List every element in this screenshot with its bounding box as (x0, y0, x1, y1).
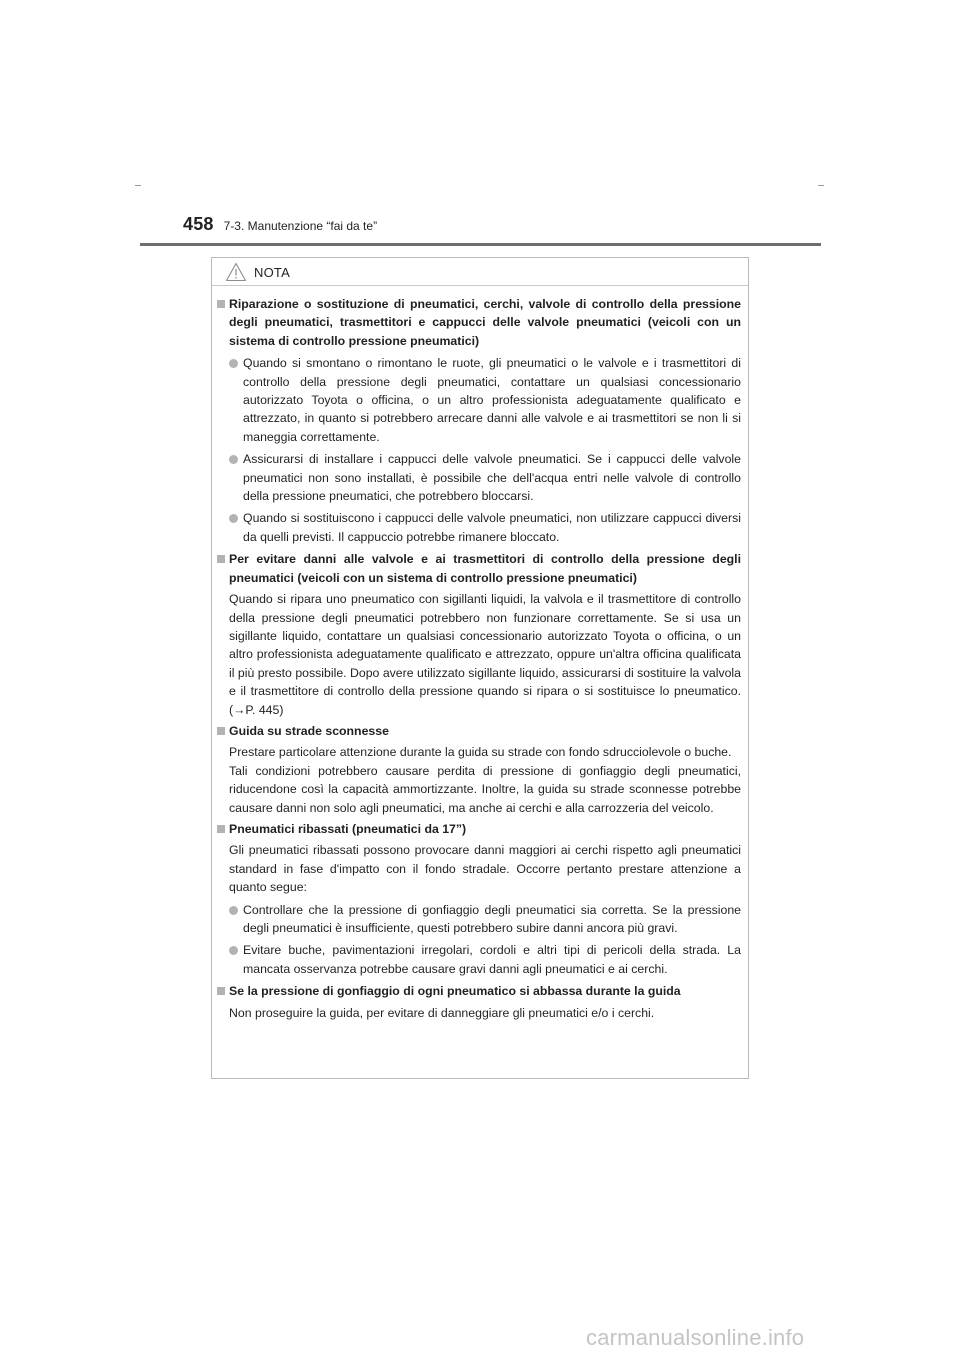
bullet-list (229, 901, 741, 979)
item-title: Per evitare danni alle valvole e ai trasmettitori di controllo della pressione degli pneumatici (veicoli con un sistema di controllo pressione pneumatici) (229, 552, 741, 585)
square-bullet-icon (217, 300, 225, 308)
watermark: carmanualsonline.info (586, 1325, 805, 1350)
notice-body (212, 295, 748, 1022)
notice-item (217, 982, 741, 1022)
item-paragraph: Gli pneumatici ribassati possono provocare danni maggiori ai cerchi rispetto agli pneumatici standard in fase d'impatto con il fondo stradale. Occorre pertanto prestare attenzione a quanto segue: (229, 843, 741, 895)
bullet-text: Quando si smontano o rimontano le ruote, gli pneumatici o le valvole e i trasmettitori di controllo della pressione degli pneumatici, contattare un qualsiasi concessionario autorizzato Toyota o officina, o un altro professionista adeguatamente qualificato e attrezzato, in quanto si potrebbero arrecare danni alle valvole e ai trasmettitori se non li si maneggia correttamente. (243, 356, 741, 444)
bullet-item (229, 509, 741, 546)
notice-box (211, 257, 749, 1079)
page-header (183, 214, 377, 244)
item-title: Riparazione o sostituzione di pneumatici, cerchi, valvole di controllo della pressione degli pneumatici, trasmettitori e cappucci delle valvole pneumatici (veicoli con un sistema di controllo pressione pneumatici) (229, 297, 741, 348)
item-paragraphs (229, 1004, 741, 1022)
round-bullet-icon (229, 946, 238, 955)
item-title: Se la pressione di gonfiaggio di ogni pneumatico si abbassa durante la guida (229, 984, 681, 999)
item-title: Guida su strade sconnesse (229, 723, 389, 738)
section-title: 7-3. Manutenzione “fai da te” (223, 219, 378, 233)
square-bullet-icon (217, 825, 225, 833)
item-paragraphs (229, 841, 741, 896)
crop-mark-right (818, 185, 824, 186)
header-rule (140, 243, 821, 246)
item-paragraphs (229, 590, 741, 719)
item-paragraph: Tali condizioni potrebbero causare perdita di pressione di gonfiaggio degli pneumatici, riducendone così la capacità ammortizzante. Inoltre, la guida su strade sconnesse potrebbe causare danni non solo agli pneumatici, ma anche ai cerchi e alla carrozzeria del veicolo. (229, 763, 741, 815)
bullet-text: Assicurarsi di installare i cappucci delle valvole pneumatici. Se i cappucci delle valvole pneumatici non sono installati, è possibile che dell'acqua entri nelle valvole di controllo della pressione pneumatici, che potrebbero bloccarsi. (243, 452, 741, 504)
bullet-text: Evitare buche, pavimentazioni irregolari, cordoli e altri tipi di pericoli della strada. La mancata osservanza potrebbe causare gravi danni agli pneumatici e ai cerchi. (243, 943, 741, 976)
bullet-item (229, 901, 741, 938)
page-number: 458 (183, 214, 214, 234)
crop-mark-left (135, 185, 141, 186)
bullet-text: Controllare che la pressione di gonfiaggio degli pneumatici sia corretta. Se la pressione degli pneumatici è insufficiente, questi potrebbero subire danni ancora più gravi. (243, 902, 741, 935)
bullet-text: Quando si sostituiscono i cappucci delle valvole pneumatici, non utilizzare cappucci diversi da quelli previsti. Il cappuccio potrebbe rimanere bloccato. (243, 511, 741, 544)
notice-item (217, 722, 741, 817)
bullet-list (229, 354, 741, 546)
notice-item (217, 820, 741, 978)
notice-label: NOTA (254, 265, 290, 280)
item-paragraphs (229, 743, 741, 817)
item-paragraph: Prestare particolare attenzione durante la guida su strade con fondo sdrucciolevole o buche. (229, 745, 732, 760)
notice-item (217, 295, 741, 546)
item-title: Pneumatici ribassati (pneumatici da 17”) (229, 821, 467, 836)
bullet-item (229, 354, 741, 446)
bullet-item (229, 450, 741, 505)
item-paragraph: Quando si ripara uno pneumatico con sigillanti liquidi, la valvola e il trasmettitore di controllo della pressione degli pneumatici potrebbero non funzionare correttamente. Se si usa un sigillante liquido, contattare un qualsiasi concessionario autorizzato Toyota o officina, o un altro professionista adeguatamente qualificato e attrezzato, oppure un'altra officina qualificata il più presto possibile. Dopo avere utilizzato sigillante liquido, assicurarsi di sostituire la valvola e il trasmettitore di controllo della pressione quando si ripara o si sostituisce lo pneumatico. (→P. 445) (229, 592, 741, 717)
round-bullet-icon (229, 359, 238, 368)
square-bullet-icon (217, 727, 225, 735)
round-bullet-icon (229, 906, 238, 915)
round-bullet-icon (229, 514, 238, 523)
round-bullet-icon (229, 455, 238, 464)
square-bullet-icon (217, 987, 225, 995)
bullet-item (229, 941, 741, 978)
item-paragraph: Non proseguire la guida, per evitare di danneggiare gli pneumatici e/o i cerchi. (229, 1005, 655, 1020)
notice-item (217, 550, 741, 719)
square-bullet-icon (217, 555, 225, 563)
notice-header (212, 258, 748, 286)
warning-triangle-icon (225, 262, 247, 282)
